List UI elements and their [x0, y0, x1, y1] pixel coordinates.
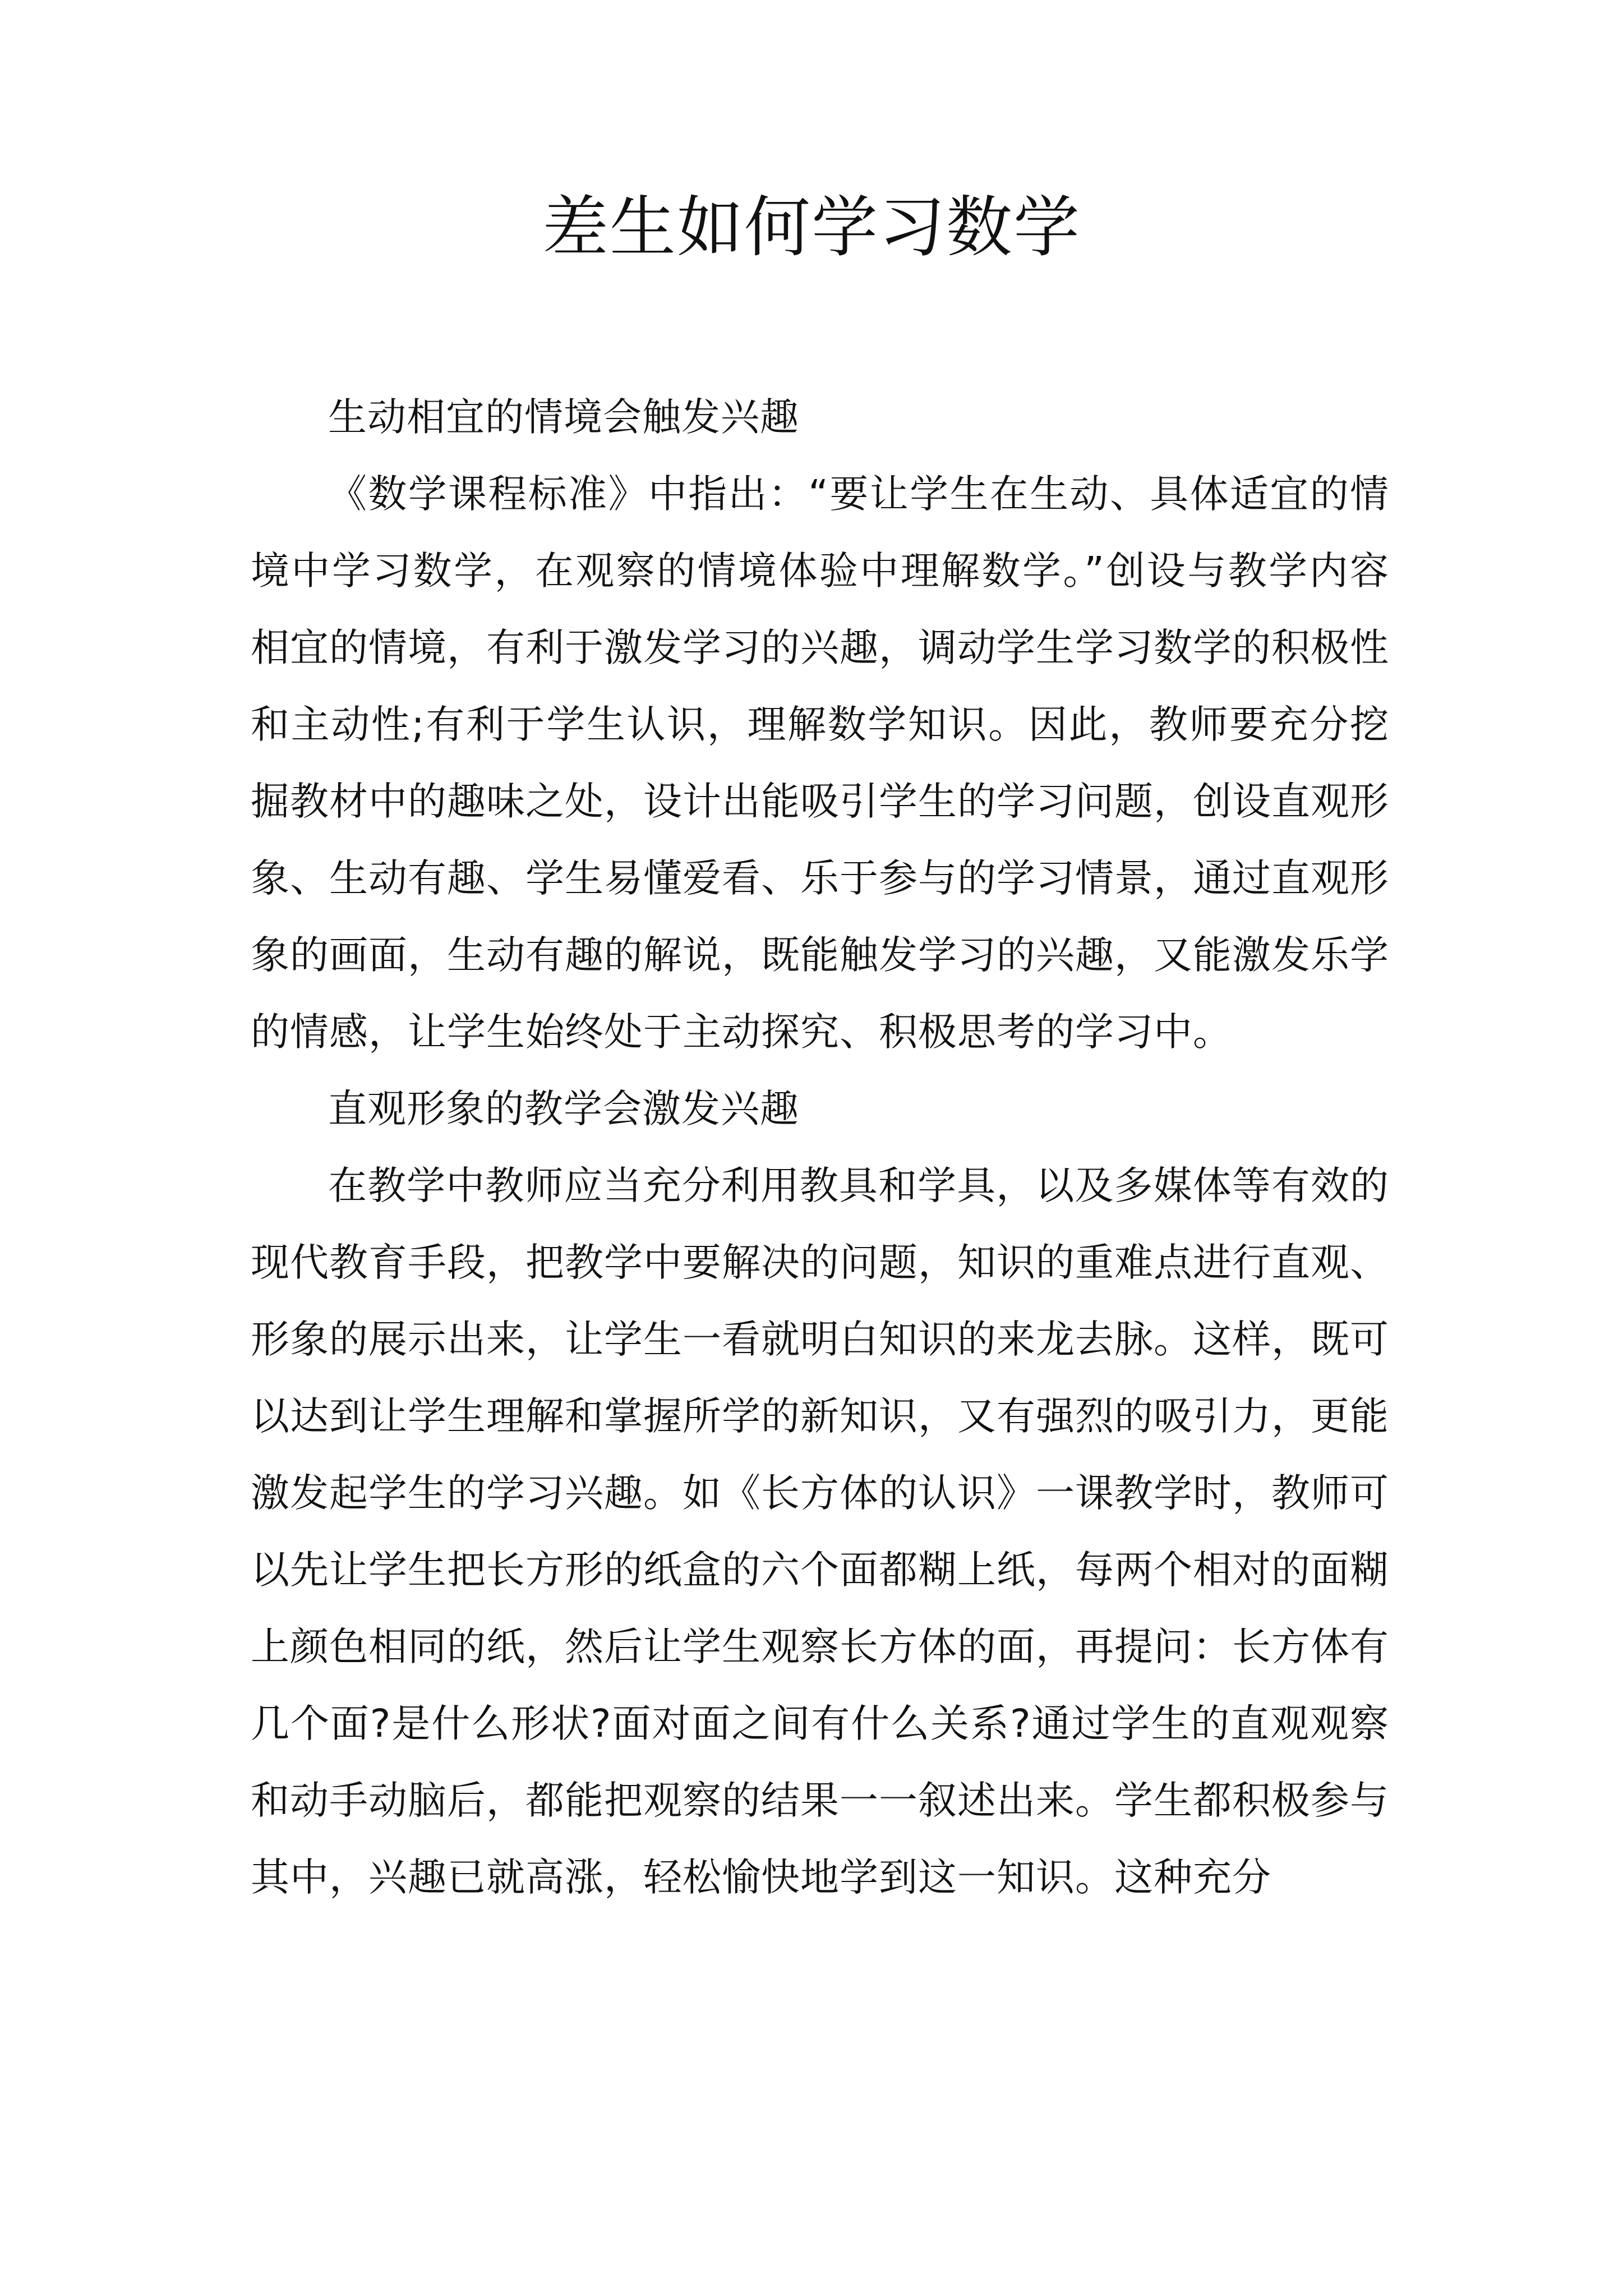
body-paragraph: 在教学中教师应当充分利用教具和学具，以及多媒体等有效的现代教育手段，把教学中要解决的问题，知识的重难点进行直观、形象的展示出来，让学生一看就明白知识的来龙去脉。这样，既可以达到让学生理解和掌握所学的新知识，又有强烈的吸引力，更能激发起学生的学习兴趣。如《长方体的认识》一课教学时，教师可以先让学生把长方形的纸盒的六个面都糊上纸，每两个相对的面糊上颜色相同的纸，然后让学生观察长方体的面，再提问：长方体有几个面?是什么形状?面对面之间有什么关系?通过学生的直观观察和动手动脑后，都能把观察的结果一一叙述出来。学生都积极参与其中，兴趣已就高涨，轻松愉快地学到这一知识。这种充分 — [251, 1163, 1389, 1900]
document-body — [251, 379, 1389, 1916]
document-title: 差生如何学习数学 — [542, 188, 1081, 266]
section-heading: 直观形象的教学会激发兴趣 — [328, 1087, 799, 1131]
section-heading: 生动相宜的情境会触发兴趣 — [328, 395, 799, 440]
body-paragraph: 《数学课程标准》中指出：“要让学生在生动、具体适宜的情境中学习数学，在观察的情境体验中理解数学。”创设与教学内容相宜的情境，有利于激发学习的兴趣，调动学生学习数学的积极性和主动性;有利于学生认识，理解数学知识。因此，教师要充分挖掘教材中的趣味之处，设计出能吸引学生的学习问题，创设直观形象、生动有趣、学生易懂爱看、乐于参与的学习情景，通过直观形象的画面，生动有趣的解说，既能触发学习的兴趣，又能激发乐学的情感，让学生始终处于主动探究、积极思考的学习中。 — [251, 472, 1389, 1055]
